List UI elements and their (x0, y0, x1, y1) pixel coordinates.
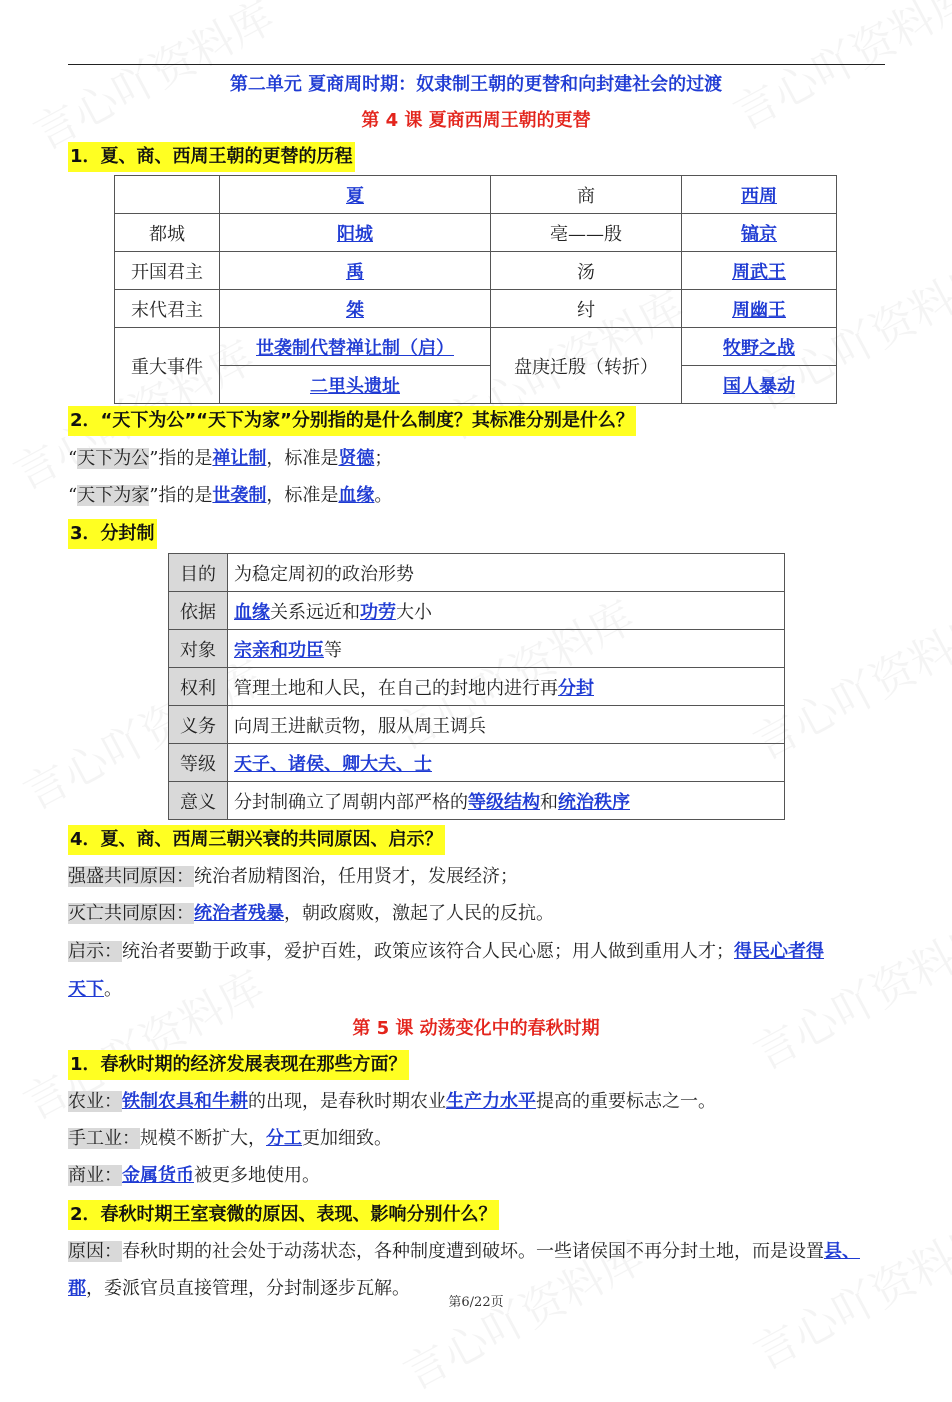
table-row (115, 290, 837, 328)
text: 。 (104, 979, 122, 1000)
text: 被更多地使用。 (194, 1165, 320, 1186)
answer-line (68, 446, 392, 472)
table-cell (220, 328, 491, 366)
lesson5-title: 第 5 课 动荡变化中的春秋时期 (352, 1018, 600, 1039)
answer-text: 血缘 (338, 485, 375, 506)
row-label: 意义 (169, 782, 228, 820)
answer-text: 郡 (68, 1278, 86, 1299)
table-cell (220, 290, 491, 328)
answer-text: 国人暴动 (723, 375, 795, 397)
table-cell (228, 744, 785, 782)
table-cell: 商 (491, 176, 682, 214)
term-highlight: 手工业： (68, 1128, 140, 1149)
answer-line (68, 1089, 716, 1115)
answer-text: 贤德 (338, 448, 375, 469)
table-cell (682, 328, 837, 366)
table-cell (220, 366, 491, 404)
table-cell-empty (115, 176, 220, 214)
answer-text: 西周 (741, 185, 777, 207)
text: 大小 (396, 601, 432, 623)
text: ”指的是 (149, 448, 213, 469)
answer-text: 铁制农具和牛耕 (122, 1091, 248, 1112)
table-cell (682, 252, 837, 290)
term-highlight: 启示： (68, 941, 122, 962)
text: “ (68, 485, 78, 506)
lesson4-title: 第 4 课 夏商西周王朝的更替 (361, 110, 591, 131)
row-label: 对象 (169, 630, 228, 668)
question-5-heading: 1．春秋时期的经济发展表现在那些方面？ (68, 1050, 409, 1080)
table-row (169, 554, 785, 592)
table-cell: 向周王进献贡物，服从周王调兵 (228, 706, 785, 744)
text: 春秋时期的社会处于动荡状态，各种制度遭到破坏。一些诸侯国不再分封土地，而是设置 (122, 1241, 824, 1262)
answer-text: 牧野之战 (723, 337, 795, 359)
term-highlight: 灭亡共同原因： (68, 903, 194, 924)
answer-text: 周武王 (732, 261, 786, 283)
table-cell: 盘庚迁殷（转折） (491, 328, 682, 404)
answer-text: 县、 (824, 1241, 860, 1262)
answer-text: 血缘 (234, 601, 270, 623)
text: 统治者励精图治，任用贤才，发展经济； (194, 866, 518, 887)
table-row (169, 668, 785, 706)
table-cell (228, 782, 785, 820)
table-row (115, 252, 837, 290)
answer-text: 世袭制代替禅让制（启） (256, 337, 454, 359)
table-cell (682, 290, 837, 328)
answer-line (68, 901, 554, 927)
answer-text: 阳城 (337, 223, 373, 245)
question-6-heading: 2．春秋时期王室衰微的原因、表现、影响分别什么？ (68, 1200, 499, 1230)
answer-line (68, 977, 122, 1003)
text: 。 (374, 485, 393, 506)
row-label: 目的 (169, 554, 228, 592)
answer-text: 统治秩序 (558, 791, 630, 813)
answer-text: 分工 (266, 1128, 302, 1149)
text: ”指的是 (149, 485, 213, 506)
table-cell: 为稳定周初的政治形势 (228, 554, 785, 592)
question-4-heading: 4．夏、商、西周三朝兴衰的共同原因、启示？ (68, 825, 445, 855)
answer-text: 桀 (346, 299, 364, 321)
table-cell (682, 176, 837, 214)
answer-text: 生产力水平 (446, 1091, 536, 1112)
page-number: 第6/22页 (448, 1295, 504, 1310)
dynasty-table (114, 175, 837, 404)
answer-text: 天下 (68, 979, 104, 1000)
table-row (115, 366, 837, 404)
answer-text: 天子、诸侯、卿大夫、士 (234, 753, 432, 775)
term-highlight: 强盛共同原因： (68, 866, 194, 887)
fengjian-table (168, 553, 785, 820)
table-cell: 亳——殷 (491, 214, 682, 252)
text: 统治者要勤于政事，爱护百姓，政策应该符合人民心愿；用人做到重用人才； (122, 941, 734, 962)
answer-text: 周幽王 (732, 299, 786, 321)
answer-text: 镐京 (741, 223, 777, 245)
answer-text: 金属货币 (122, 1165, 194, 1186)
text: 的出现，是春秋时期农业 (248, 1091, 446, 1112)
answer-line (68, 939, 824, 965)
text: 和 (540, 791, 558, 813)
question-2-heading: 2．“天下为公”“天下为家”分别指的是什么制度？其标准分别是什么？ (68, 406, 636, 436)
table-row (169, 706, 785, 744)
question-3-heading: 3．分封制 (68, 519, 157, 549)
row-label: 重大事件 (115, 328, 220, 404)
answer-text: 统治者残暴 (194, 903, 284, 924)
answer-text: 等级结构 (468, 791, 540, 813)
table-cell (682, 214, 837, 252)
answer-text: 分封 (558, 677, 594, 699)
answer-line (68, 483, 392, 509)
row-label: 义务 (169, 706, 228, 744)
header-rule (68, 64, 885, 65)
text: 等 (324, 639, 342, 661)
answer-text: 禅让制 (212, 448, 267, 469)
text: 管理土地和人民，在自己的封地内进行再 (234, 677, 558, 699)
row-label: 末代君主 (115, 290, 220, 328)
answer-line (68, 1239, 860, 1265)
table-row (169, 592, 785, 630)
answer-text: 世袭制 (212, 485, 267, 506)
table-cell (228, 592, 785, 630)
text: ； (374, 448, 393, 469)
row-label: 都城 (115, 214, 220, 252)
answer-text: 夏 (346, 185, 364, 207)
answer-text: 二里头遗址 (310, 375, 400, 397)
question-1-heading: 1．夏、商、西周王朝的更替的历程 (68, 142, 355, 172)
text: 分封制确立了周朝内部严格的 (234, 791, 468, 813)
row-label: 依据 (169, 592, 228, 630)
table-cell: 纣 (491, 290, 682, 328)
table-row (115, 328, 837, 366)
answer-line (68, 1126, 392, 1152)
unit-title: 第二单元 夏商周时期：奴隶制王朝的更替和向封建社会的过渡 (229, 74, 723, 95)
text: ，标准是 (266, 448, 339, 469)
table-cell: 汤 (491, 252, 682, 290)
table-row (115, 176, 837, 214)
answer-text: 得民心者得 (734, 941, 824, 962)
answer-line (68, 864, 518, 890)
text: 规模不断扩大， (140, 1128, 266, 1149)
text: 关系远近和 (270, 601, 360, 623)
table-cell (220, 214, 491, 252)
table-row (169, 630, 785, 668)
text: “ (68, 448, 78, 469)
answer-text: 禹 (346, 261, 364, 283)
term-highlight: 天下为公 (77, 448, 150, 469)
row-label: 开国君主 (115, 252, 220, 290)
table-cell (682, 366, 837, 404)
table-cell (220, 252, 491, 290)
text: ，标准是 (266, 485, 339, 506)
answer-line (68, 1163, 320, 1189)
text: 更加细致。 (302, 1128, 392, 1149)
text: 提高的重要标志之一。 (536, 1091, 716, 1112)
term-highlight: 天下为家 (77, 485, 150, 506)
table-cell (228, 630, 785, 668)
table-row (115, 214, 837, 252)
term-highlight: 原因： (68, 1241, 122, 1262)
answer-text: 宗亲和功臣 (234, 639, 324, 661)
table-row (169, 782, 785, 820)
row-label: 权利 (169, 668, 228, 706)
table-row (169, 744, 785, 782)
term-highlight: 农业： (68, 1091, 122, 1112)
table-cell (220, 176, 491, 214)
answer-text: 功劳 (360, 601, 396, 623)
term-highlight: 商业： (68, 1165, 122, 1186)
watermark (740, 902, 952, 1082)
row-label: 等级 (169, 744, 228, 782)
text: ，朝政腐败，激起了人民的反抗。 (284, 903, 554, 924)
table-cell (228, 668, 785, 706)
text: ，委派官员直接管理，分封制逐步瓦解。 (86, 1278, 410, 1299)
